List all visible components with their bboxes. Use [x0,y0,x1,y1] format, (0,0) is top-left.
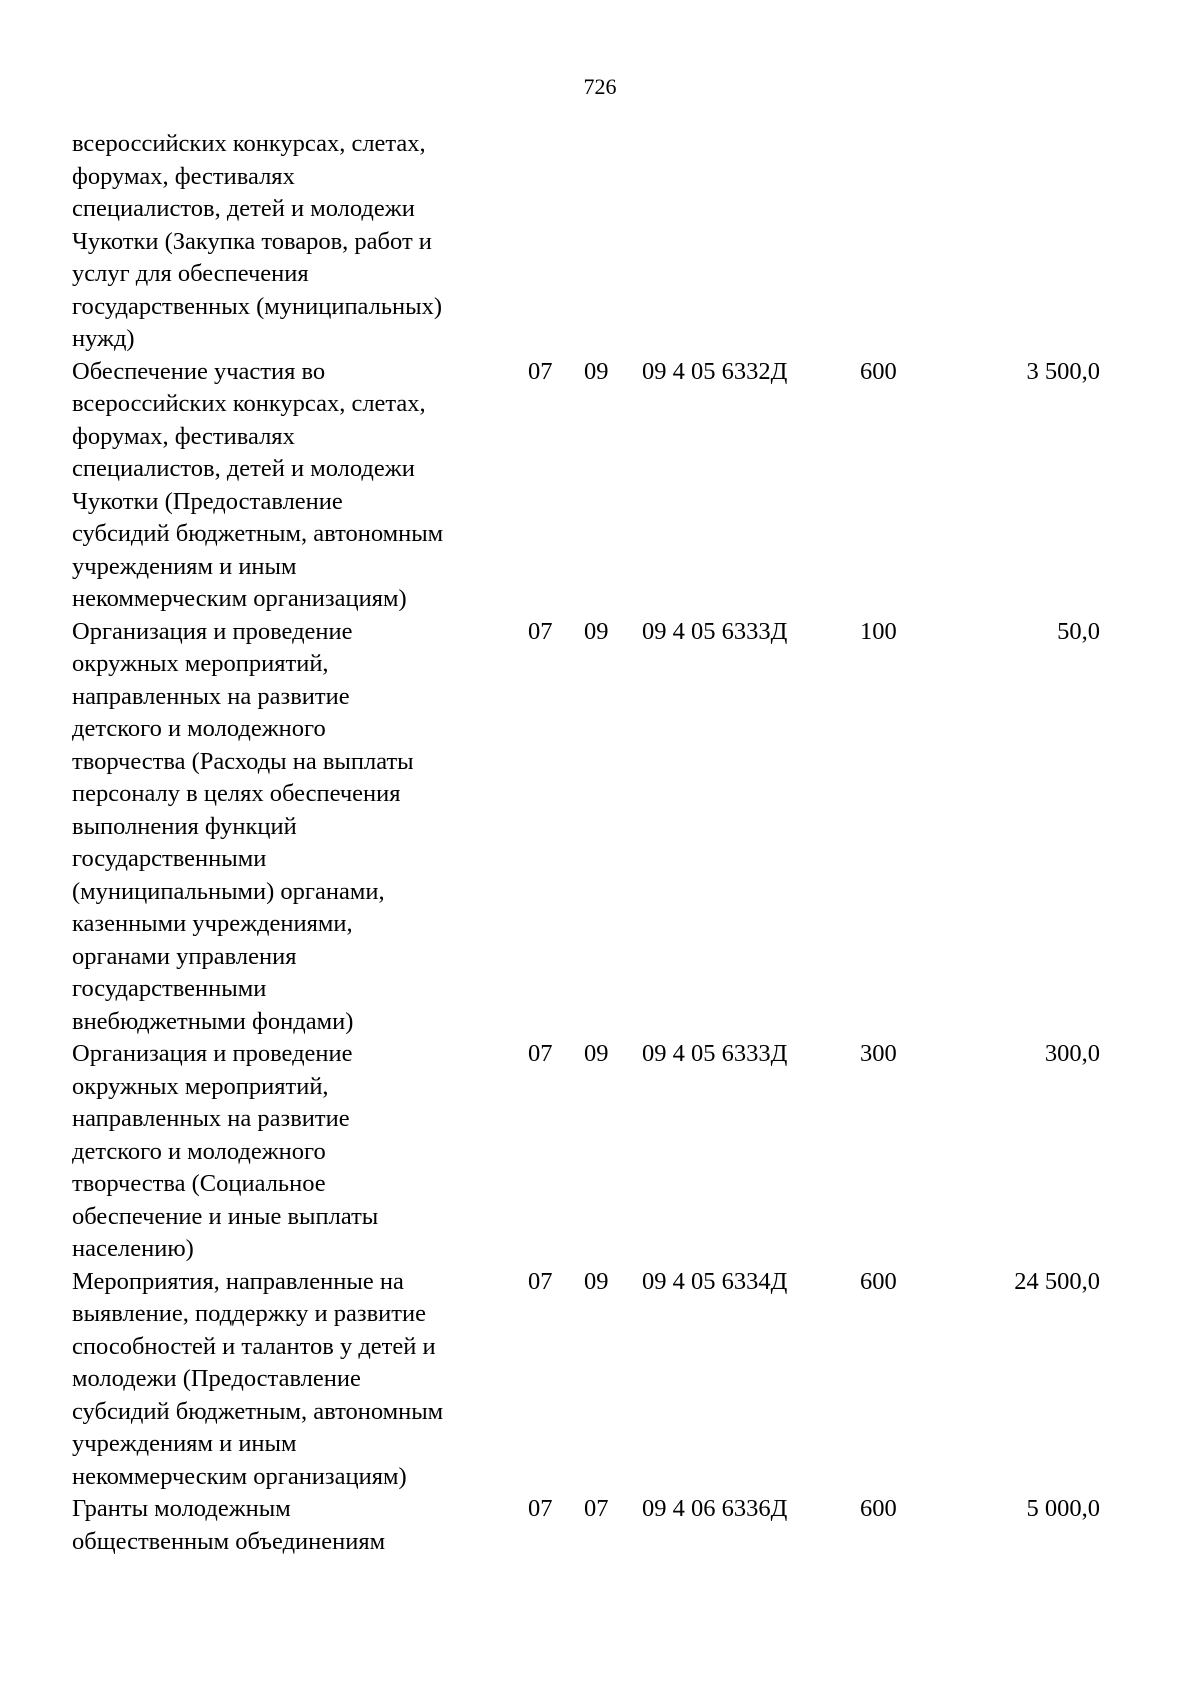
subsection-code: 09 [584,617,609,645]
table-row [72,1038,1122,1266]
page-number: 726 [583,74,617,99]
target-article-code: 09 4 06 6336Д [642,1495,788,1522]
expense-type-code: 100 [860,617,897,645]
row-description: Организация и проведение окружных мероприятий, направленных на развитие детского и молодежного творчества (Социальное обеспечение и иные выплаты населению) [72,1040,379,1262]
subsection-code: 09 [584,357,609,385]
target-article-code: 09 4 05 6334Д [642,1267,788,1295]
table-row [72,1493,1122,1558]
expense-type-code: 600 [860,1267,897,1295]
amount: 24 500,0 [1014,1267,1100,1295]
expense-type-code: 300 [860,1040,897,1067]
amount: 300,0 [1044,1040,1100,1067]
subsection-code: 07 [584,1495,609,1522]
subsection-code: 09 [584,1040,609,1067]
row-description: всероссийских конкурсах, слетах, форумах, фестивалях специалистов, детей и молодежи Чукотки (Закупка товаров, работ и услуг для обеспечения государственных (муниципальных) нужд) [72,130,443,352]
section-code: 07 [528,617,553,645]
section-code: 07 [528,1040,553,1067]
section-code: 07 [528,1267,553,1295]
amount: 50,0 [1057,617,1100,645]
table-row [72,616,1122,1039]
section-code: 07 [528,357,553,385]
target-article-code: 09 4 05 6332Д [642,357,788,385]
target-article-code: 09 4 05 6333Д [642,1040,788,1067]
table-row [72,128,1122,356]
target-article-code: 09 4 05 6333Д [642,617,788,645]
section-code: 07 [528,1495,553,1522]
row-description: Обеспечение участия во всероссийских конкурсах, слетах, форумах, фестивалях специалистов, детей и молодежи Чукотки (Предоставление субсидий бюджетным, автономным учреждениям и иным некоммерческим организациям) [72,357,444,612]
subsection-code: 09 [584,1267,609,1295]
budget-table [72,128,1122,1558]
expense-type-code: 600 [860,1495,897,1522]
amount: 5 000,0 [1026,1495,1100,1522]
expense-type-code: 600 [860,357,897,385]
row-description: Гранты молодежным общественным объединениям [72,1495,386,1555]
table-row [72,356,1122,616]
amount: 3 500,0 [1026,357,1100,385]
row-description: Мероприятия, направленные на выявление, поддержку и развитие способностей и талантов у детей и молодежи (Предоставление субсидий бюджетным, автономным учреждениям и иным некоммерческим организациям) [72,1267,444,1490]
table-row [72,1266,1122,1494]
row-description: Организация и проведение окружных мероприятий, направленных на развитие детского и молодежного творчества (Расходы на выплаты персоналу в целях обеспечения выполнения функций государственными (муниципальными) органами, казенными учреждениями, органами управления государственными внебюджетными фондами) [72,617,414,1035]
